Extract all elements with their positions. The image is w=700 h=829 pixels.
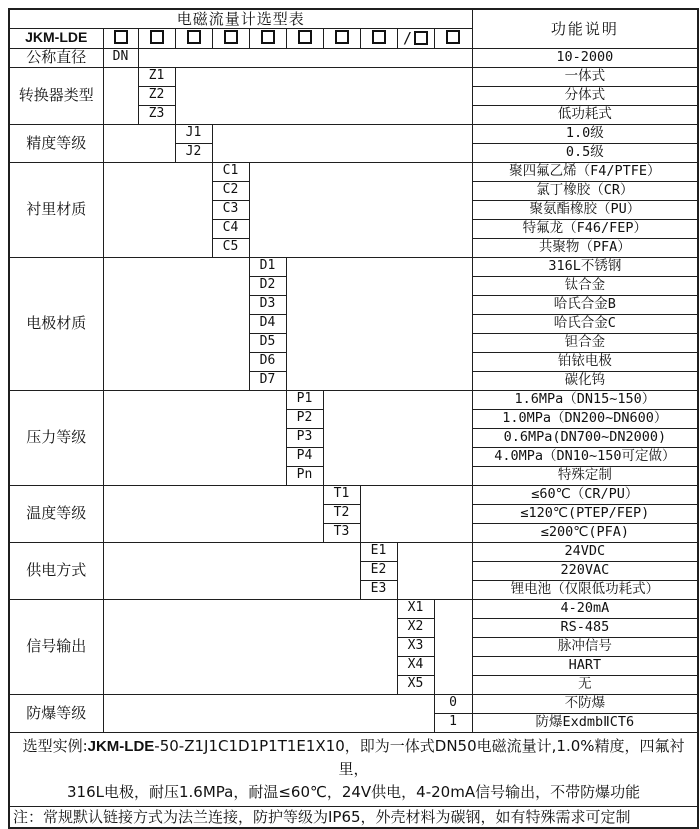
title-row [9,9,698,28]
section-label: 信号输出 [9,599,103,694]
checkbox-icon[interactable] [446,30,460,44]
spacer-cell [103,694,434,732]
model-code-cell[interactable] [212,28,249,48]
function-description: 1.0级 [472,124,698,143]
note-row [9,806,698,828]
option-code: X5 [397,675,434,694]
option-code: D6 [249,352,286,371]
checkbox-icon[interactable] [372,30,386,44]
spacer-cell [323,390,472,485]
function-description: 哈氏合金C [472,314,698,333]
checkbox-icon[interactable] [114,30,128,44]
function-description: 一体式 [472,67,698,86]
checkbox-icon[interactable] [261,30,275,44]
spacer-cell [249,162,472,257]
checkbox-icon[interactable] [414,31,428,45]
function-description: 钽合金 [472,333,698,352]
option-code: X3 [397,637,434,656]
model-code-cell[interactable] [138,28,175,48]
spacer-cell [138,48,472,67]
function-description: 0.6MPa(DN700~DN2000) [472,428,698,447]
function-description: 特殊定制 [472,466,698,485]
example-prefix: 选型实例: [22,736,88,755]
option-code: J1 [175,124,212,143]
option-code: X4 [397,656,434,675]
option-code: T2 [323,504,360,523]
option-code: X2 [397,618,434,637]
spacer-cell [103,257,249,390]
spec-row [9,124,698,143]
model-code-cell[interactable] [286,28,323,48]
spacer-cell [212,124,472,162]
option-code: 0 [434,694,472,713]
option-code: D3 [249,295,286,314]
spec-row [9,542,698,561]
option-code: Pn [286,466,323,485]
spec-row [9,694,698,713]
checkbox-icon[interactable] [150,30,164,44]
model-code-cell[interactable] [103,28,138,48]
function-description: 220VAC [472,561,698,580]
spacer-cell [103,67,138,124]
example-model: JKM-LDE [87,737,155,755]
spacer-cell [103,599,397,694]
function-description: 1.6MPa（DN15~150） [472,390,698,409]
function-description: ≤60℃（CR/PU） [472,485,698,504]
checkbox-icon[interactable] [298,30,312,44]
option-code: D4 [249,314,286,333]
section-label: 公称直径 [9,48,103,67]
option-code: T3 [323,523,360,542]
option-code: C3 [212,200,249,219]
function-description: 无 [472,675,698,694]
section-label: 衬里材质 [9,162,103,257]
slash-separator: / [402,28,413,47]
spacer-cell [397,542,472,599]
model-code-cell[interactable] [323,28,360,48]
model-code-cell[interactable] [175,28,212,48]
section-label: 精度等级 [9,124,103,162]
function-description: 不防爆 [472,694,698,713]
option-code: D2 [249,276,286,295]
function-description: 共聚物（PFA） [472,238,698,257]
option-code: 1 [434,713,472,732]
section-label: 防爆等级 [9,694,103,732]
selection-table-body [9,9,698,828]
option-code: P3 [286,428,323,447]
option-code: D7 [249,371,286,390]
function-description: 316L不锈钢 [472,257,698,276]
spacer-cell [103,390,286,485]
option-code: E2 [360,561,397,580]
function-description: 4.0MPa（DN10~150可定做） [472,447,698,466]
function-description: 锂电池（仅限低功耗式） [472,580,698,599]
option-code: D5 [249,333,286,352]
model-code-cell[interactable] [360,28,397,48]
spacer-cell [103,485,323,542]
example-line2: 316L电极，耐压1.6MPa，耐温≤60℃，24V供电，4-20mA信号输出，不带防爆功能 [66,782,641,801]
option-code: C2 [212,181,249,200]
model-prefix: JKM-LDE [9,28,103,48]
section-label: 供电方式 [9,542,103,599]
function-description: 聚四氟乙烯（F4/PTFE） [472,162,698,181]
table-note: 注：常规默认链接方式为法兰连接，防护等级为IP65，外壳材料为碳钢，如有特殊需求可定制 [9,806,698,828]
option-code: P4 [286,447,323,466]
function-description: 低功耗式 [472,105,698,124]
function-description: ≤200℃(PFA) [472,523,698,542]
spacer-cell [103,124,175,162]
model-code-cell[interactable] [434,28,472,48]
function-description: ≤120℃(PTEP/FEP) [472,504,698,523]
checkbox-icon[interactable] [224,30,238,44]
option-code: C5 [212,238,249,257]
checkbox-icon[interactable] [335,30,349,44]
function-description: 聚氨酯橡胶（PU） [472,200,698,219]
function-description: 0.5级 [472,143,698,162]
spec-row [9,162,698,181]
option-code: DN [103,48,138,67]
table-title: 电磁流量计选型表 [9,9,472,28]
spacer-cell [103,162,212,257]
spec-row [9,390,698,409]
function-description: 分体式 [472,86,698,105]
option-code: J2 [175,143,212,162]
function-description: 碳化钨 [472,371,698,390]
function-description: 哈氏合金B [472,295,698,314]
option-code: C4 [212,219,249,238]
selection-table [8,8,699,829]
option-code: C1 [212,162,249,181]
option-code: P1 [286,390,323,409]
option-code: Z2 [138,86,175,105]
example-row [9,732,698,806]
model-code-cell[interactable] [249,28,286,48]
option-code: Z3 [138,105,175,124]
section-label: 压力等级 [9,390,103,485]
function-description: 脉冲信号 [472,637,698,656]
option-code: Z1 [138,67,175,86]
function-description: 特氟龙（F46/FEP） [472,219,698,238]
option-code: E1 [360,542,397,561]
section-label: 温度等级 [9,485,103,542]
function-description: 4-20mA [472,599,698,618]
option-code: T1 [323,485,360,504]
function-description: 10-2000 [472,48,698,67]
spec-row [9,485,698,504]
function-description: 24VDC [472,542,698,561]
function-description: RS-485 [472,618,698,637]
spacer-cell [360,485,472,542]
section-label: 电极材质 [9,257,103,390]
option-code: E3 [360,580,397,599]
function-description: HART [472,656,698,675]
section-label: 转换器类型 [9,67,103,124]
spec-row [9,257,698,276]
model-code-cell[interactable] [397,28,434,48]
option-code: P2 [286,409,323,428]
spec-row [9,48,698,67]
function-description: 氯丁橡胶（CR） [472,181,698,200]
checkbox-icon[interactable] [187,30,201,44]
function-column-header: 功能说明 [472,9,698,48]
spacer-cell [175,67,472,124]
selection-example [9,732,698,806]
spacer-cell [286,257,472,390]
spacer-cell [103,542,360,599]
option-code: X1 [397,599,434,618]
function-description: 1.0MPa（DN200~DN600） [472,409,698,428]
function-description: 铂铱电极 [472,352,698,371]
spacer-cell [434,599,472,694]
function-description: 钛合金 [472,276,698,295]
spec-row [9,599,698,618]
option-code: D1 [249,257,286,276]
spec-row [9,67,698,86]
function-description: 防爆ExdmbⅡCT6 [472,713,698,732]
example-text: -50-Z1J1C1D1P1T1E1X10，即为一体式DN50电磁流量计,1.0%精度，四氟衬里， [154,736,685,778]
